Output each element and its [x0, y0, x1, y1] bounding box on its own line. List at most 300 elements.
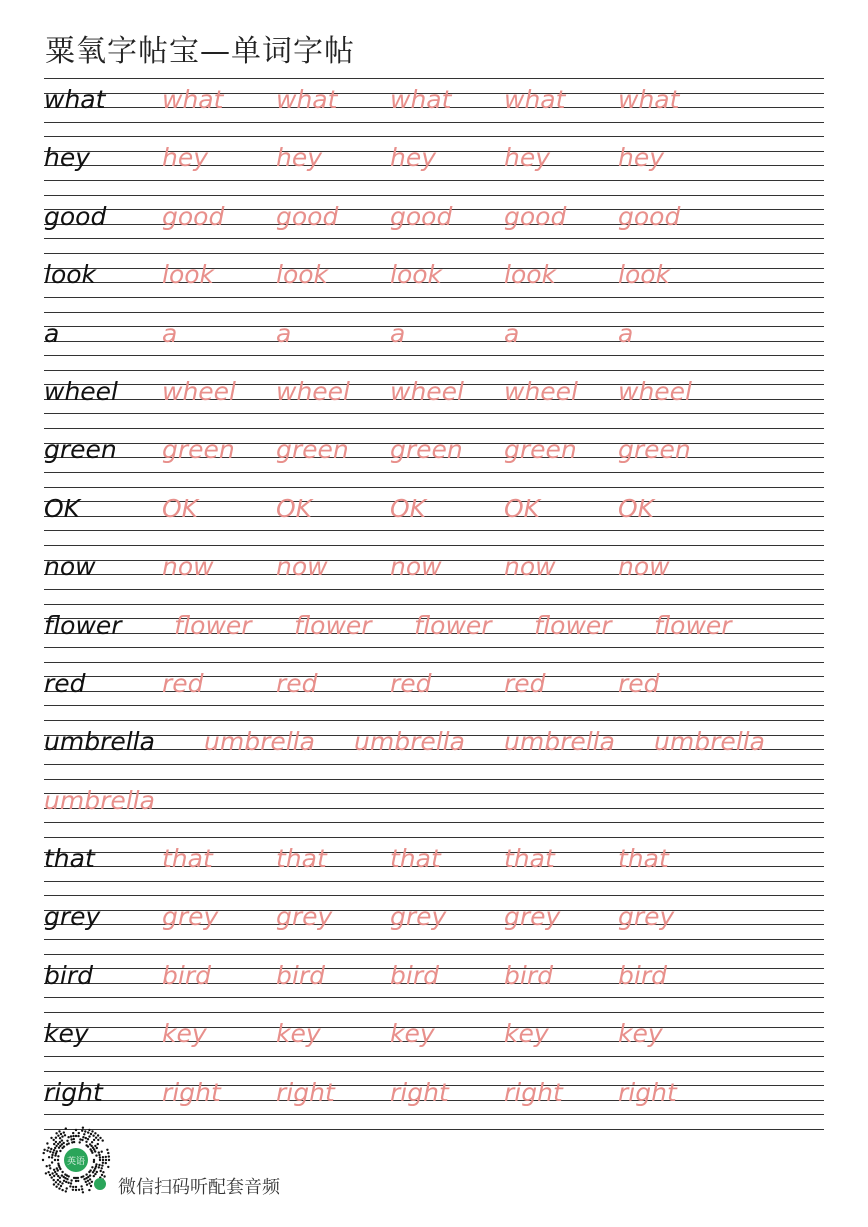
- trace-word: wheel: [618, 376, 692, 406]
- qr-dot: [85, 1137, 87, 1139]
- qr-dot: [88, 1171, 90, 1173]
- qr-dot: [84, 1130, 86, 1132]
- qr-dot: [43, 1152, 45, 1154]
- guide-line: [44, 530, 824, 531]
- qr-dot: [61, 1182, 63, 1184]
- trace-word: green: [504, 435, 577, 465]
- qr-dot: [102, 1162, 104, 1164]
- trace-word: now: [390, 552, 442, 582]
- trace-word: that: [504, 844, 555, 874]
- guide-line: [44, 122, 824, 123]
- qr-dot: [64, 1134, 66, 1136]
- qr-dot: [53, 1149, 55, 1151]
- trace-word: bird: [390, 960, 439, 990]
- qr-dot: [88, 1182, 90, 1184]
- qr-dot: [55, 1186, 57, 1188]
- qr-dot: [78, 1132, 80, 1134]
- guide-line: [44, 355, 824, 356]
- qr-dot: [105, 1159, 107, 1161]
- model-word: a: [44, 318, 60, 348]
- qr-dot: [57, 1163, 59, 1165]
- trace-word: red: [504, 668, 546, 698]
- guide-line: [44, 1012, 824, 1013]
- qr-dot: [59, 1177, 61, 1179]
- qr-dot: [56, 1167, 58, 1169]
- copybook-row: [44, 662, 824, 720]
- copybook-row: [44, 195, 824, 253]
- trace-word: wheel: [276, 376, 350, 406]
- qr-dot: [54, 1159, 56, 1161]
- model-word: good: [44, 201, 107, 231]
- trace-word: what: [390, 85, 452, 114]
- qr-dot: [75, 1186, 77, 1188]
- trace-word: OK: [390, 493, 427, 523]
- qr-dot: [80, 1176, 82, 1178]
- qr-dot: [70, 1182, 72, 1184]
- qr-dot: [47, 1171, 49, 1173]
- qr-dot: [75, 1135, 77, 1137]
- qr-dot: [107, 1166, 109, 1168]
- guide-line: [44, 413, 824, 414]
- trace-word: right: [390, 1077, 449, 1107]
- qr-code-icon: [40, 1126, 112, 1198]
- qr-dot: [54, 1154, 56, 1156]
- guide-line: [44, 238, 824, 239]
- trace-word: key: [504, 1019, 549, 1049]
- trace-word: right: [276, 1077, 335, 1107]
- qr-dot: [91, 1130, 93, 1132]
- trace-word: green: [618, 435, 691, 465]
- guide-line: [44, 604, 824, 605]
- trace-word: grey: [162, 902, 219, 932]
- qr-dot: [72, 1135, 74, 1137]
- footer-text: 微信扫码听配套音频: [118, 1177, 280, 1198]
- qr-dot: [73, 1141, 75, 1143]
- trace-word: what: [504, 85, 566, 114]
- qr-dot: [46, 1150, 48, 1152]
- qr-dot: [57, 1159, 59, 1161]
- model-word: flower: [44, 610, 122, 640]
- trace-word: good: [504, 201, 567, 231]
- trace-word: OK: [618, 493, 655, 523]
- trace-word: now: [618, 552, 670, 582]
- qr-dot: [83, 1133, 85, 1135]
- qr-dot: [72, 1189, 74, 1191]
- trace-word: flower: [654, 610, 732, 640]
- trace-word: umbrella: [504, 727, 615, 757]
- guide-line: [44, 312, 824, 313]
- model-word: umbrella: [44, 727, 155, 757]
- qr-dot: [81, 1139, 83, 1141]
- trace-word: wheel: [390, 376, 464, 406]
- qr-dot: [60, 1133, 62, 1135]
- trace-word: right: [618, 1077, 677, 1107]
- guide-line: [44, 545, 824, 546]
- trace-word: a: [504, 318, 520, 348]
- qr-dot: [53, 1179, 55, 1181]
- trace-word: grey: [276, 902, 333, 932]
- copybook-row: [44, 604, 824, 662]
- qr-dot: [66, 1187, 68, 1189]
- qr-dot: [70, 1135, 72, 1137]
- qr-dot: [51, 1161, 53, 1163]
- qr-dot: [72, 1186, 74, 1188]
- copybook-row: [44, 487, 824, 545]
- qr-dot: [82, 1127, 84, 1129]
- qr-dot: [59, 1141, 61, 1143]
- qr-dot: [90, 1133, 92, 1135]
- qr-dot: [64, 1173, 66, 1175]
- qr-dot: [94, 1150, 96, 1152]
- qr-dot: [102, 1156, 104, 1158]
- trace-word: key: [162, 1019, 207, 1049]
- trace-word: look: [390, 260, 443, 290]
- qr-dot: [102, 1139, 104, 1141]
- model-word: right: [44, 1077, 103, 1107]
- qr-dot: [73, 1177, 75, 1179]
- qr-dot: [95, 1154, 97, 1156]
- qr-dot: [55, 1145, 57, 1147]
- copybook-row: [44, 428, 824, 486]
- trace-word: OK: [276, 493, 313, 523]
- trace-word: now: [504, 552, 556, 582]
- trace-word: green: [162, 435, 235, 465]
- qr-dot: [105, 1162, 107, 1164]
- guide-line: [44, 779, 824, 780]
- qr-dot: [93, 1161, 95, 1163]
- qr-dot: [92, 1135, 94, 1137]
- trace-word: red: [618, 668, 660, 698]
- qr-dot: [47, 1147, 49, 1149]
- trace-word: red: [390, 668, 432, 698]
- qr-dot: [51, 1154, 53, 1156]
- copybook-row: [44, 370, 824, 428]
- qr-dot: [61, 1189, 63, 1191]
- model-word: hey: [44, 143, 91, 173]
- trace-word: grey: [504, 902, 561, 932]
- trace-word: right: [504, 1077, 563, 1107]
- qr-dot: [65, 1181, 67, 1183]
- trace-word: good: [276, 201, 339, 231]
- qr-dot: [90, 1185, 92, 1187]
- model-word: red: [44, 668, 86, 698]
- trace-word: hey: [390, 143, 437, 173]
- qr-dot: [67, 1136, 69, 1138]
- qr-dot: [51, 1176, 53, 1178]
- trace-word: wheel: [162, 376, 236, 406]
- model-word: wheel: [44, 376, 118, 406]
- qr-dot: [75, 1180, 77, 1182]
- qr-dot: [54, 1147, 56, 1149]
- guide-line: [44, 1114, 824, 1115]
- guide-line: [44, 895, 824, 896]
- qr-dot: [46, 1165, 48, 1167]
- qr-dot: [103, 1175, 105, 1177]
- guide-line: [44, 939, 824, 940]
- trace-word: red: [162, 668, 204, 698]
- qr-dot: [83, 1178, 85, 1180]
- copybook-row: [44, 78, 824, 136]
- guide-line: [44, 428, 824, 429]
- qr-dot: [100, 1170, 102, 1172]
- qr-dot: [87, 1131, 89, 1133]
- trace-word: bird: [618, 960, 667, 990]
- guide-line: [44, 954, 824, 955]
- trace-word: green: [390, 435, 463, 465]
- copybook-sheet: [44, 78, 824, 1129]
- model-word: that: [44, 844, 95, 874]
- trace-word: key: [618, 1019, 663, 1049]
- qr-dot: [81, 1188, 83, 1190]
- trace-word: flower: [294, 610, 372, 640]
- qr-dot: [85, 1181, 87, 1183]
- qr-dot: [98, 1154, 100, 1156]
- qr-dot: [68, 1142, 70, 1144]
- trace-word: a: [390, 318, 406, 348]
- qr-dot: [50, 1148, 52, 1150]
- qr-dot: [48, 1156, 50, 1158]
- qr-dot: [92, 1171, 94, 1173]
- copybook-row: [44, 136, 824, 194]
- qr-dot: [72, 1132, 74, 1134]
- trace-word: green: [276, 435, 349, 465]
- guide-line: [44, 822, 824, 823]
- trace-word: umbrella: [204, 727, 315, 757]
- guide-line: [44, 764, 824, 765]
- trace-word: key: [276, 1019, 321, 1049]
- qr-dot: [77, 1135, 79, 1137]
- qr-dot: [53, 1143, 55, 1145]
- model-word: bird: [44, 960, 93, 990]
- qr-dot: [61, 1135, 63, 1137]
- qr-dot: [89, 1178, 91, 1180]
- guide-line: [44, 1071, 824, 1072]
- qr-dot: [59, 1137, 61, 1139]
- qr-dot: [108, 1159, 110, 1161]
- copybook-row: [44, 253, 824, 311]
- guide-line: [44, 589, 824, 590]
- qr-dot: [43, 1149, 45, 1151]
- trace-word: now: [162, 552, 214, 582]
- guide-line: [44, 501, 824, 502]
- trace-word: that: [162, 844, 213, 874]
- qr-dot: [48, 1164, 50, 1166]
- qr-dot: [99, 1137, 101, 1139]
- trace-word: what: [618, 85, 680, 114]
- trace-word: good: [618, 201, 681, 231]
- trace-word: OK: [162, 493, 199, 523]
- trace-word: OK: [504, 493, 541, 523]
- qr-dot: [85, 1141, 87, 1143]
- model-word: OK: [44, 493, 81, 523]
- qr-dot: [99, 1156, 101, 1158]
- qr-dot: [65, 1190, 67, 1192]
- qr-dot: [80, 1185, 82, 1187]
- trace-word: wheel: [504, 376, 578, 406]
- trace-word: what: [162, 85, 224, 114]
- qr-dot: [108, 1155, 110, 1157]
- guide-line: [44, 326, 824, 327]
- qr-dot: [55, 1141, 57, 1143]
- qr-dot: [101, 1164, 103, 1166]
- qr-dot: [93, 1175, 95, 1177]
- qr-dot: [61, 1171, 63, 1173]
- copybook-row: [44, 312, 824, 370]
- qr-dot: [94, 1145, 96, 1147]
- qr-dot: [53, 1175, 55, 1177]
- qr-dot: [55, 1132, 57, 1134]
- qr-dot: [96, 1171, 98, 1173]
- model-word: key: [44, 1019, 89, 1049]
- guide-line: [44, 297, 824, 298]
- copybook-row: [44, 1012, 824, 1070]
- qr-dot: [79, 1141, 81, 1143]
- qr-dot: [73, 1138, 75, 1140]
- model-word: now: [44, 552, 96, 582]
- trace-word: bird: [504, 960, 553, 990]
- trace-word: good: [390, 201, 453, 231]
- trace-word: that: [276, 844, 327, 874]
- qr-dot: [99, 1159, 101, 1161]
- qr-dot: [105, 1156, 107, 1158]
- trace-word: umbrella: [354, 727, 465, 757]
- guide-line: [44, 808, 824, 809]
- model-word: what: [44, 85, 106, 114]
- guide-line: [44, 720, 824, 721]
- qr-dot: [101, 1167, 103, 1169]
- qr-dot: [91, 1181, 93, 1183]
- qr-dot: [85, 1173, 87, 1175]
- qr-dot: [81, 1130, 83, 1132]
- qr-dot: [91, 1152, 93, 1154]
- guide-line: [44, 195, 824, 196]
- qr-dot: [66, 1140, 68, 1142]
- qr-dot: [77, 1180, 79, 1182]
- qr-dot: [49, 1151, 51, 1153]
- qr-dot: [63, 1131, 65, 1133]
- qr-dot: [55, 1173, 57, 1175]
- guide-line: [44, 662, 824, 663]
- guide-line: [44, 253, 824, 254]
- qr-dot: [56, 1150, 58, 1152]
- trace-word: hey: [618, 143, 665, 173]
- qr-dot: [102, 1159, 104, 1161]
- qr-dot: [51, 1156, 53, 1158]
- trace-word: look: [276, 260, 329, 290]
- qr-dot: [88, 1189, 90, 1191]
- trace-word: flower: [534, 610, 612, 640]
- qr-dot: [97, 1139, 99, 1141]
- trace-word: red: [276, 668, 318, 698]
- guide-line: [44, 180, 824, 181]
- guide-line: [44, 881, 824, 882]
- qr-dot: [98, 1164, 100, 1166]
- qr-dot: [63, 1180, 65, 1182]
- qr-dot: [78, 1189, 80, 1191]
- qr-dot: [57, 1143, 59, 1145]
- trace-word: hey: [162, 143, 209, 173]
- trace-word: what: [276, 85, 338, 114]
- qr-dot: [96, 1147, 98, 1149]
- qr-dot: [88, 1129, 90, 1131]
- trace-word: a: [276, 318, 292, 348]
- qr-dot: [87, 1180, 89, 1182]
- copybook-row: [44, 1071, 824, 1129]
- qr-dot: [57, 1179, 59, 1181]
- trace-word: a: [618, 318, 634, 348]
- guide-line: [44, 997, 824, 998]
- trace-word: look: [618, 260, 671, 290]
- trace-word: bird: [276, 960, 325, 990]
- guide-line: [44, 487, 824, 488]
- trace-word: flower: [414, 610, 492, 640]
- trace-word: look: [504, 260, 557, 290]
- qr-dot: [61, 1139, 63, 1141]
- qr-dot: [46, 1142, 48, 1144]
- qr-dot: [57, 1135, 59, 1137]
- trace-word: umbrella: [654, 727, 765, 757]
- qr-dot: [98, 1166, 100, 1168]
- qr-dot: [57, 1175, 59, 1177]
- qr-dot: [49, 1174, 51, 1176]
- qr-dot: [52, 1151, 54, 1153]
- qr-dot: [53, 1169, 55, 1171]
- guide-line: [44, 370, 824, 371]
- qr-dot: [60, 1185, 62, 1187]
- trace-word: that: [618, 844, 669, 874]
- qr-dot: [58, 1187, 60, 1189]
- trace-word: flower: [174, 610, 252, 640]
- footer: [40, 1126, 440, 1206]
- qr-dot: [75, 1189, 77, 1191]
- guide-line: [44, 78, 824, 79]
- trace-word: a: [162, 318, 178, 348]
- copybook-row: [44, 720, 824, 778]
- trace-word: right: [162, 1077, 221, 1107]
- qr-dot: [79, 1138, 81, 1140]
- qr-dot: [42, 1159, 44, 1161]
- qr-dot: [67, 1182, 69, 1184]
- qr-dot: [97, 1143, 99, 1145]
- model-word: grey: [44, 902, 101, 932]
- qr-dot: [63, 1142, 65, 1144]
- guide-line: [44, 1056, 824, 1057]
- qr-dot: [101, 1174, 103, 1176]
- qr-dot: [107, 1152, 109, 1154]
- qr-dot: [97, 1134, 99, 1136]
- qr-dot: [70, 1138, 72, 1140]
- trace-word: good: [162, 201, 225, 231]
- qr-dot: [53, 1139, 55, 1141]
- qr-dot: [102, 1171, 104, 1173]
- qr-dot: [98, 1151, 100, 1153]
- guide-line: [44, 647, 824, 648]
- guide-line: [44, 837, 824, 838]
- qr-dot: [54, 1171, 56, 1173]
- qr-dot: [87, 1145, 89, 1147]
- copybook-row: [44, 779, 824, 837]
- guide-line: [44, 793, 824, 794]
- qr-dot: [58, 1130, 60, 1132]
- qr-dot: [51, 1172, 53, 1174]
- qr-dot: [69, 1185, 71, 1187]
- guide-line: [44, 136, 824, 137]
- qr-dot: [70, 1179, 72, 1181]
- copybook-row: [44, 837, 824, 895]
- trace-word: bird: [162, 960, 211, 990]
- qr-dot: [95, 1137, 97, 1139]
- qr-dot: [82, 1191, 84, 1193]
